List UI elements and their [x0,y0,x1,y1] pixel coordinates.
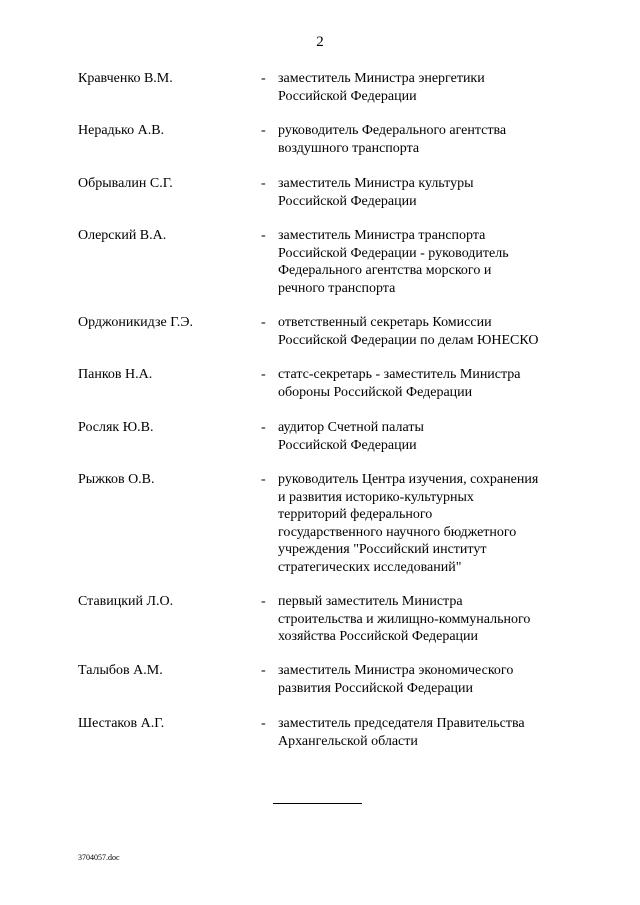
position-line: обороны Российской Федерации [278,384,473,400]
position-line: заместитель Министра экономического [278,663,514,678]
person-name: Нерадько А.В. [78,123,165,138]
position-line: ответственный секретарь Комиссии [278,315,492,330]
position-line: учреждения "Российский институт [278,542,487,557]
separator-dash: - [261,228,266,243]
person-position [278,314,578,349]
person-name: Рыжков О.В. [78,472,155,487]
person-name: Росляк Ю.В. [78,420,154,435]
person-name: Шестаков А.Г. [78,716,165,731]
person-position [278,593,578,646]
person-name: Орджоникидзе Г.Э. [78,315,193,330]
position-line: Российской Федерации - руководитель [278,245,509,261]
separator-dash: - [261,594,266,609]
position-line: Федерального агентства морского и [278,263,492,278]
person-name: Панков Н.А. [78,367,153,382]
separator-dash: - [261,176,266,191]
position-line: хозяйства Российской Федерации [278,629,479,644]
separator-dash: - [261,123,266,138]
position-line: строительства и жилищно-коммунального [278,611,531,627]
separator-dash: - [261,716,266,731]
person-position [278,175,578,210]
position-line: Российской Федерации [278,437,417,453]
position-line: руководитель Центра изучения, сохранения [278,472,539,487]
person-position [278,366,578,401]
separator-dash: - [261,472,266,487]
position-line: заместитель председателя Правительства [278,716,525,731]
person-name: Ставицкий Л.О. [78,594,174,609]
position-line: государственного научного бюджетного [278,524,517,540]
position-line: заместитель Министра энергетики [278,71,485,86]
person-position [278,715,578,750]
person-position [278,662,578,697]
position-line: заместитель Министра транспорта [278,228,486,243]
person-name: Олерский В.А. [78,228,167,243]
person-name: Талыбов А.М. [78,663,163,678]
position-line: Архангельской области [278,733,418,749]
file-reference: 3704057.doc [78,853,120,862]
position-line: заместитель Министра культуры [278,176,474,191]
person-position [278,471,578,576]
closing-rule [273,803,362,804]
person-position [278,419,578,454]
position-line: Российской Федерации по делам ЮНЕСКО [278,332,539,348]
position-line: и развития историко-культурных [278,489,474,505]
position-line: первый заместитель Министра [278,594,463,609]
position-line: стратегических исследований" [278,559,462,575]
separator-dash: - [261,420,266,435]
position-line: руководитель Федерального агентства [278,123,507,138]
position-line: развития Российской Федерации [278,680,474,696]
person-name: Обрывалин С.Г. [78,176,173,191]
page-number: 2 [316,34,324,50]
position-line: Российской Федерации [278,88,417,104]
position-line: территорий федерального [278,507,433,522]
position-line: воздушного транспорта [278,140,420,156]
position-line: аудитор Счетной палаты [278,420,424,435]
person-position [278,227,578,297]
position-line: речного транспорта [278,280,396,296]
position-line: Российской Федерации [278,193,417,209]
person-name: Кравченко В.М. [78,71,173,86]
person-position [278,70,578,105]
person-position [278,122,578,157]
separator-dash: - [261,663,266,678]
position-line: статс-секретарь - заместитель Министра [278,367,521,382]
separator-dash: - [261,315,266,330]
separator-dash: - [261,71,266,86]
separator-dash: - [261,367,266,382]
